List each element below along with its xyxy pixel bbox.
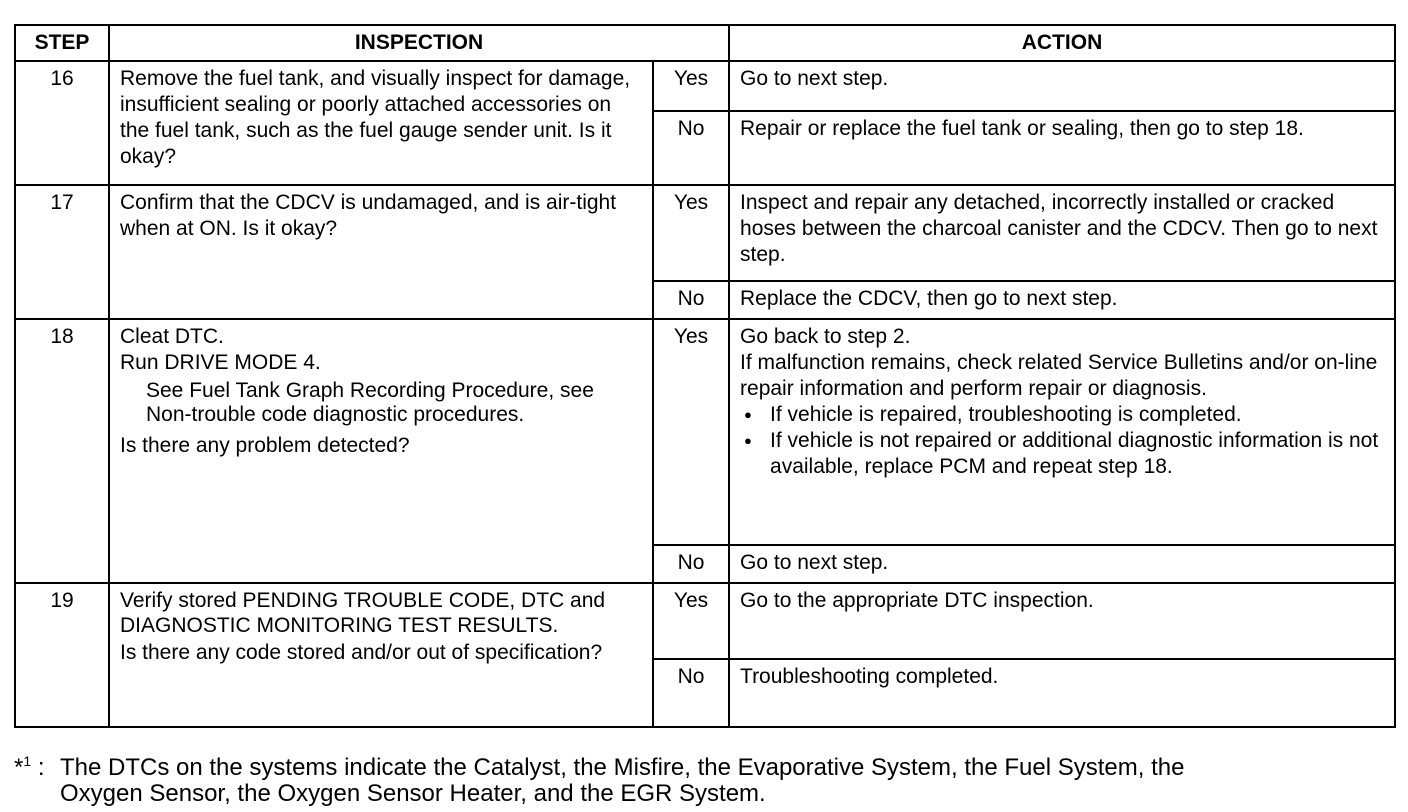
no-label: No (653, 545, 729, 583)
step-number: 17 (15, 185, 109, 319)
inspection-text (109, 583, 653, 727)
action-bullet: ● If vehicle is not repaired or additional diagnostic information is not available, replace PCM and repeat step 18. (740, 428, 1384, 480)
no-action: Repair or replace the fuel tank or sealing, then go to step 18. (729, 111, 1395, 185)
header-inspection: INSPECTION (109, 25, 729, 61)
inspection-line: Cleat DTC. (120, 325, 224, 348)
no-action: Go to next step. (729, 545, 1395, 583)
step-number: 19 (15, 583, 109, 727)
no-action: Troubleshooting completed. (729, 659, 1395, 727)
diagnostic-table (14, 24, 1396, 728)
inspection-text (109, 319, 653, 583)
inspection-reference: See Fuel Tank Graph Recording Procedure, see Non-trouble code diagnostic procedures. (146, 379, 594, 426)
action-bullet: ● If vehicle is repaired, troubleshooting is completed. (740, 402, 1384, 428)
yes-label: Yes (653, 583, 729, 659)
header-action: ACTION (729, 25, 1395, 61)
inspection-question: Is there any problem detected? (120, 434, 410, 457)
yes-action: Inspect and repair any detached, incorrectly installed or cracked hoses between the charcoal canister and the CDCV. Then go to next step. (729, 185, 1395, 281)
footnote (14, 748, 1394, 807)
table-header-row (15, 25, 1395, 61)
yes-label: Yes (653, 319, 729, 545)
inspection-text: Remove the fuel tank, and visually inspect for damage, insufficient sealing or poorly attached accessories on the fuel tank, such as the fuel gauge sender unit. Is it okay? (109, 61, 653, 185)
no-action: Replace the CDCV, then go to next step. (729, 281, 1395, 319)
yes-label: Yes (653, 185, 729, 281)
step-number: 18 (15, 319, 109, 583)
inspection-line: Run DRIVE MODE 4. (120, 351, 321, 374)
footnote-line: The DTCs on the systems indicate the Catalyst, the Misfire, the Evaporative System, the Fuel System, the (60, 754, 1185, 781)
no-label: No (653, 281, 729, 319)
footnote-marker: *$^1$ : (14, 753, 45, 781)
table-row (15, 185, 1395, 281)
inspection-text: Confirm that the CDCV is undamaged, and is air-tight when at ON. Is it okay? (109, 185, 653, 319)
inspection-line: Verify stored PENDING TROUBLE CODE, DTC and DIAGNOSTIC MONITORING TEST RESULTS. (120, 589, 606, 637)
action-line: If malfunction remains, check related Service Bulletins and/or on-line repair information and perform repair or diagnosis. (740, 351, 1378, 400)
action-line: Go back to step 2. (740, 325, 911, 348)
table-row (15, 319, 1395, 545)
no-label: No (653, 659, 729, 727)
yes-action (729, 319, 1395, 545)
footnote-line: Oxygen Sensor, the Oxygen Sensor Heater, and the EGR System. (60, 780, 766, 807)
inspection-question: Is there any code stored and/or out of specification? (120, 641, 603, 664)
step-number: 16 (15, 61, 109, 185)
table-row (15, 583, 1395, 659)
yes-action: Go to next step. (729, 61, 1395, 111)
yes-action: Go to the appropriate DTC inspection. (729, 583, 1395, 659)
no-label: No (653, 111, 729, 185)
table-row (15, 61, 1395, 111)
header-step: STEP (15, 25, 109, 61)
yes-label: Yes (653, 61, 729, 111)
